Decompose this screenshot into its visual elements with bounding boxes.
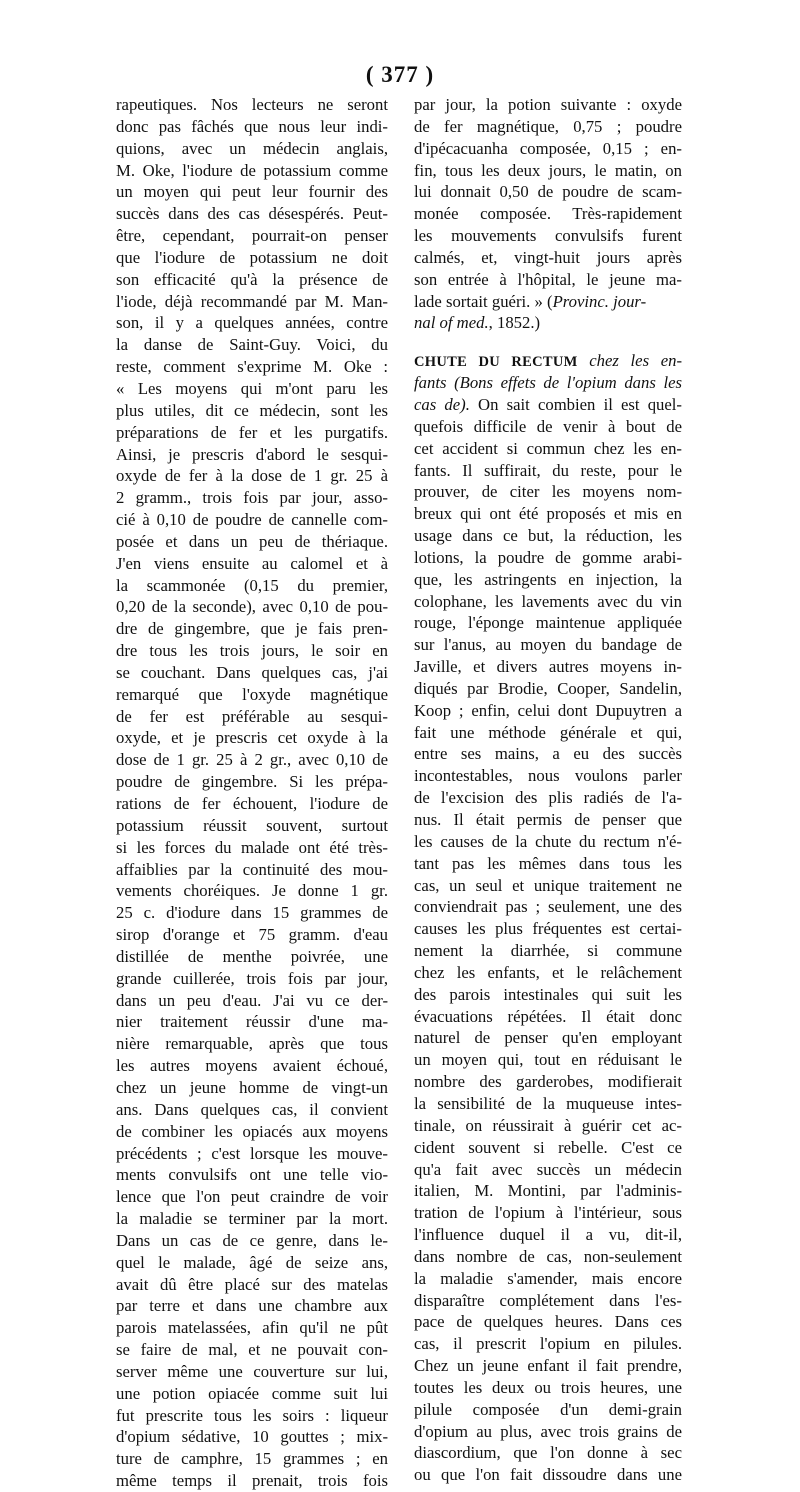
text-line: ments convulsifs ont une telle vio- bbox=[116, 1165, 388, 1185]
text-line: rations de fer échouent, l'iodure de bbox=[116, 794, 388, 813]
text-line: son efficacité qu'à la présence de bbox=[116, 269, 388, 289]
text-line: la maladie se terminer par la mort. bbox=[116, 1209, 388, 1229]
text-line: de combiner les opiacés aux moyens bbox=[116, 1121, 388, 1141]
text-line: ans. Dans quelques cas, il convient bbox=[116, 1099, 388, 1119]
text-line: dre tous les trois jours, le soir en bbox=[116, 641, 388, 661]
text-line: un moyen qui, tout en réduisant le bbox=[414, 1050, 682, 1070]
text-line: disparaître complétement dans l'es- bbox=[414, 1290, 682, 1310]
article-subtitle-1: chez les en- bbox=[577, 351, 683, 371]
text-line: donc pas fâchés que nous leur indi- bbox=[116, 116, 388, 136]
text-line: de fer est préférable au sesqui- bbox=[116, 706, 388, 726]
text-line: toutes les deux ou trois heures, une bbox=[414, 1377, 682, 1397]
text-line: dans nombre de cas, non-seulement bbox=[414, 1246, 682, 1266]
text-line: fin, tous les deux jours, le matin, on bbox=[414, 160, 682, 180]
text-line: plus utiles, dit ce médecin, sont les bbox=[116, 400, 388, 420]
text-line: incontestables, nous voulons parler bbox=[414, 766, 682, 786]
text-line: prouver, de citer les moyens nom- bbox=[414, 482, 682, 502]
text-line: la sensibilité de la muqueuse intes- bbox=[414, 1093, 682, 1113]
text-line: grande cuillerée, trois fois par jour, bbox=[116, 968, 388, 988]
page-number: ( 377 ) bbox=[365, 62, 435, 87]
text-line: cié à 0,10 de poudre de cannelle com- bbox=[116, 510, 388, 530]
text-line: par jour, la potion suivante : oxyde bbox=[414, 95, 682, 114]
text-line: par terre et dans une chambre aux bbox=[116, 1296, 388, 1316]
text-line: « Les moyens qui m'ont paru les bbox=[116, 378, 388, 398]
text-line: quions, avec un médecin anglais, bbox=[116, 138, 388, 158]
text-line: quel le malade, âgé de seize ans, bbox=[116, 1252, 388, 1272]
text-line: cet accident si commun chez les en- bbox=[414, 438, 682, 458]
text-line: les mouvements convulsifs furent bbox=[414, 226, 682, 246]
text-line: 2 gramm., trois fois par jour, asso- bbox=[116, 488, 388, 508]
text-line: server même une couverture sur lui, bbox=[116, 1361, 388, 1381]
text-line: fants. Il suffirait, du reste, pour le bbox=[414, 460, 682, 480]
text-line: parois matelassées, afin qu'il ne pût bbox=[116, 1318, 388, 1338]
text-line: la maladie s'amender, mais encore bbox=[414, 1268, 682, 1288]
text-line: affaiblies par la continuité des mou- bbox=[116, 859, 388, 879]
text-line: d'opium au plus, avec trois grains de bbox=[414, 1421, 682, 1441]
citation-journal-2: nal of med. bbox=[414, 313, 489, 333]
text-line: Koop ; enfin, celui dont Dupuytren a bbox=[414, 700, 682, 720]
text-line: nombre des garderobes, modifierait bbox=[414, 1072, 682, 1092]
text-line: nement la diarrhée, si commune bbox=[414, 941, 682, 961]
text-line: avait dû être placé sur des matelas bbox=[116, 1274, 388, 1294]
text-line: préparations de fer et les purgatifs. bbox=[116, 422, 388, 442]
text-line: tration de l'opium à l'intérieur, sous bbox=[414, 1203, 682, 1223]
section-gap bbox=[414, 334, 682, 350]
text-line: l'iode, déjà recommandé par M. Man- bbox=[116, 291, 388, 311]
text-line: Javille, et divers autres moyens in- bbox=[414, 657, 682, 677]
text-line: d'opium sédative, 10 gouttes ; mix- bbox=[116, 1427, 388, 1447]
text-line: diqués par Brodie, Cooper, Sandelin, bbox=[414, 678, 682, 698]
text-line: tinale, on réussirait à guérir cet ac- bbox=[414, 1115, 682, 1135]
article-subtitle-line: fants (Bons effets de l'opium dans les bbox=[414, 373, 682, 393]
citation-line-2 bbox=[414, 312, 682, 334]
text-line: tant pas les mêmes dans tous les bbox=[414, 853, 682, 873]
text-line: cas, un seul et unique traitement ne bbox=[414, 875, 682, 895]
text-line: son entrée à l'hôpital, le jeune ma- bbox=[414, 269, 682, 289]
text-line: son, il y a quelques années, contre bbox=[116, 313, 388, 333]
text-line: chez un jeune homme de vingt-un bbox=[116, 1077, 388, 1097]
text-line: pace de quelques heures. Dans ces bbox=[414, 1312, 682, 1332]
text-line: que l'iodure de potassium ne doit bbox=[116, 247, 388, 267]
text-line: Chez un jeune enfant il fait prendre, bbox=[414, 1356, 682, 1376]
text-line: Dans un cas de ce genre, dans le- bbox=[116, 1230, 388, 1250]
text-line: sur l'anus, au moyen du bandage de bbox=[414, 635, 682, 655]
text-line: chez les enfants, et le relâchement bbox=[414, 962, 682, 982]
text-line: d'ipécacuanha composée, 0,15 ; en- bbox=[414, 138, 682, 158]
text-line: sirop d'orange et 75 gramm. d'eau bbox=[116, 925, 388, 945]
citation-year: , 1852.) bbox=[488, 313, 541, 333]
citation-line bbox=[414, 291, 682, 313]
text-line: distillée de menthe poivrée, une bbox=[116, 946, 388, 966]
text-line: dose de 1 gr. 25 à 2 gr., avec 0,10 de bbox=[116, 750, 388, 770]
text-line: cas, il prescrit l'opium en pilules. bbox=[414, 1334, 682, 1354]
text-line: de fer magnétique, 0,75 ; poudre bbox=[414, 116, 682, 136]
text-line: cident souvent si rebelle. C'est ce bbox=[414, 1137, 682, 1157]
text-line: précédents ; c'est lorsque les mouve- bbox=[116, 1143, 388, 1163]
text-line: même temps il prenait, trois fois bbox=[116, 1471, 388, 1491]
text-line: lotions, la poudre de gomme arabi- bbox=[414, 547, 682, 567]
text-line: les autres moyens avaient échoué, bbox=[116, 1056, 388, 1076]
text-line: pilule composée d'un demi-grain bbox=[414, 1399, 682, 1419]
text-line: se couchant. Dans quelques cas, j'ai bbox=[116, 662, 388, 682]
right-column bbox=[414, 94, 682, 1486]
text-line: fait une méthode générale et qui, bbox=[414, 722, 682, 742]
text-line: dans un peu d'eau. J'ai vu ce der- bbox=[116, 990, 388, 1010]
article-first-text: On sait combien il est quel- bbox=[469, 394, 682, 414]
citation-journal-1: Provinc. jour- bbox=[552, 291, 647, 311]
text-line: diascordium, que l'on donne à sec bbox=[414, 1443, 682, 1463]
text-line: oxyde de fer à la dose de 1 gr. 25 à bbox=[116, 466, 388, 486]
text-line: rouge, l'éponge maintenue appliquée bbox=[414, 613, 682, 633]
article-first-line bbox=[414, 394, 682, 416]
text-line: potassium réussit souvent, surtout bbox=[116, 815, 388, 835]
text-line: dre de gingembre, que je fais pren- bbox=[116, 619, 388, 639]
text-line: se faire de mal, et ne pouvait con- bbox=[116, 1340, 388, 1360]
text-line: évacuations répétées. Il était donc bbox=[414, 1006, 682, 1026]
text-line: qu'a fait avec succès un médecin bbox=[414, 1159, 682, 1179]
text-line: nus. Il était permis de penser que bbox=[414, 810, 682, 829]
text-line: ture de camphre, 15 grammes ; en bbox=[116, 1449, 388, 1469]
text-line: lence que l'on peut craindre de voir bbox=[116, 1187, 388, 1207]
text-line: oxyde, et je prescris cet oxyde à la bbox=[116, 728, 388, 748]
text-line: naturel de penser qu'en employant bbox=[414, 1028, 682, 1048]
text-line: monée composée. Très-rapidement bbox=[414, 204, 682, 224]
text-line: les causes de la chute du rectum n'é- bbox=[414, 831, 682, 851]
text-line: usage dans ce but, la réduction, les bbox=[414, 526, 682, 546]
text-line: reste, comment s'exprime M. Oke : bbox=[116, 357, 388, 377]
text-line: causes les plus fréquentes est certai- bbox=[414, 919, 682, 939]
text-line: que, les astringents en injection, la bbox=[414, 569, 682, 589]
text-line: Ainsi, je prescris d'abord le sesqui- bbox=[116, 444, 388, 464]
text-line: nier traitement réussir d'une ma- bbox=[116, 1012, 388, 1032]
text-line: succès dans des cas désespérés. Peut- bbox=[116, 204, 388, 224]
article-heading: CHUTE DU RECTUM bbox=[414, 354, 578, 371]
text-line: ou que l'on fait dissoudre dans une bbox=[414, 1465, 682, 1485]
text-line: breux qui ont été proposés et mis en bbox=[414, 504, 682, 524]
text-line: vements choréiques. Je donne 1 gr. bbox=[116, 881, 388, 901]
citation-open: lade sortait guéri. » ( bbox=[414, 291, 553, 311]
left-column bbox=[116, 94, 388, 1492]
text-line: un moyen qui peut leur fournir des bbox=[116, 182, 388, 202]
text-line: l'influence duquel il a vu, dit-il, bbox=[414, 1225, 682, 1245]
text-line: la scammonée (0,15 du premier, bbox=[116, 575, 388, 595]
text-line: une potion opiacée comme suit lui bbox=[116, 1383, 388, 1403]
text-line: 25 c. d'iodure dans 15 grammes de bbox=[116, 903, 388, 923]
text-line: si les forces du malade ont été très- bbox=[116, 837, 388, 857]
text-line: M. Oke, l'iodure de potassium comme bbox=[116, 160, 388, 180]
text-line: nière remarquable, après que tous bbox=[116, 1034, 388, 1054]
text-line: italien, M. Montini, par l'adminis- bbox=[414, 1181, 682, 1201]
text-line: fut prescrite tous les soirs : liqueur bbox=[116, 1405, 388, 1425]
text-line: la danse de Saint-Guy. Voici, du bbox=[116, 335, 388, 355]
text-line: colophane, les lavements avec du vin bbox=[414, 591, 682, 611]
text-line: calmés, et, vingt-huit jours après bbox=[414, 247, 682, 267]
text-line: de l'excision des plis radiés de l'a- bbox=[414, 788, 682, 808]
text-line: rapeutiques. Nos lecteurs ne seront bbox=[116, 95, 388, 114]
text-line: quefois difficile de venir à bout de bbox=[414, 416, 682, 436]
text-line: remarqué que l'oxyde magnétique bbox=[116, 684, 388, 704]
text-line: poudre de gingembre. Si les prépa- bbox=[116, 772, 388, 792]
text-line: des parois intestinales qui suit les bbox=[414, 984, 682, 1004]
text-line: lui donnait 0,50 de poudre de scam- bbox=[414, 182, 682, 202]
article-heading-line bbox=[414, 350, 682, 372]
text-line: entre ses mains, a eu des succès bbox=[414, 744, 682, 764]
article-subtitle-3: cas de). bbox=[414, 394, 470, 414]
text-line: posée et dans un peu de thériaque. bbox=[116, 531, 388, 551]
text-line: conviendrait pas ; seulement, une des bbox=[414, 897, 682, 917]
text-line: 0,20 de la seconde), avec 0,10 de pou- bbox=[116, 597, 388, 617]
text-line: être, cependant, pourrait-on penser bbox=[116, 226, 388, 246]
text-line: J'en viens ensuite au calomel et à bbox=[116, 553, 388, 573]
